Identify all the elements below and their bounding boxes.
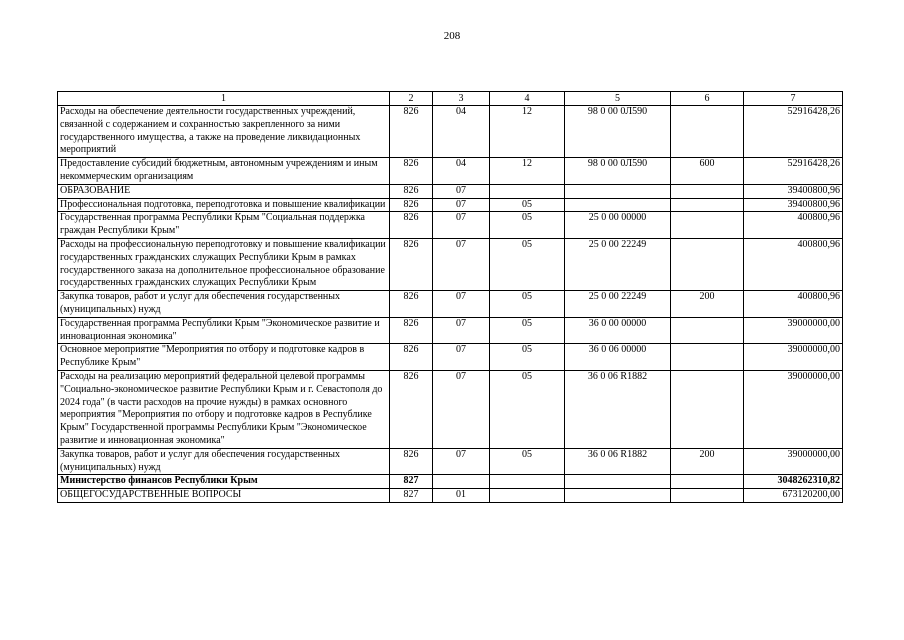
row-col3-cell: 07 [433, 198, 490, 212]
row-col5-cell: 36 0 00 00000 [565, 317, 671, 344]
header-col-7: 7 [744, 92, 843, 106]
row-col5-cell: 36 0 06 R1882 [565, 448, 671, 475]
row-col4-cell [490, 489, 565, 503]
row-name-cell: Основное мероприятие "Мероприятия по отбору и подготовке кадров в Республике Крым" [58, 344, 390, 371]
row-col3-cell: 07 [433, 344, 490, 371]
row-col5-cell: 25 0 00 22249 [565, 238, 671, 290]
row-col6-cell [671, 489, 744, 503]
row-name-cell: Расходы на обеспечение деятельности государственных учреждений, связанной с содержанием и сохранностью закрепленного за ними государственного имущества, а также на проведение ликвидационных мероприятий [58, 106, 390, 158]
row-col4-cell: 05 [490, 370, 565, 448]
row-col6-cell [671, 475, 744, 489]
header-col-5: 5 [565, 92, 671, 106]
row-col3-cell: 04 [433, 158, 490, 185]
row-col3-cell: 07 [433, 212, 490, 239]
row-name-cell: ОБРАЗОВАНИЕ [58, 184, 390, 198]
table-row [58, 212, 843, 239]
row-col3-cell: 07 [433, 370, 490, 448]
table-row [58, 317, 843, 344]
table-row [58, 370, 843, 448]
table-row [58, 106, 843, 158]
table-row [58, 475, 843, 489]
row-col4-cell: 05 [490, 291, 565, 318]
row-amount-cell: 39000000,00 [744, 317, 843, 344]
row-col4-cell: 05 [490, 344, 565, 371]
row-amount-cell: 52916428,26 [744, 158, 843, 185]
row-col6-cell: 600 [671, 158, 744, 185]
row-col3-cell: 07 [433, 317, 490, 344]
row-col4-cell: 05 [490, 198, 565, 212]
row-col6-cell [671, 212, 744, 239]
row-col6-cell [671, 198, 744, 212]
row-amount-cell: 673120200,00 [744, 489, 843, 503]
row-amount-cell: 400800,96 [744, 212, 843, 239]
page-number: 208 [443, 30, 461, 42]
row-col6-cell [671, 184, 744, 198]
row-name-cell: Расходы на профессиональную переподготовку и повышение квалификации государственных гражданских служащих Республики Крым в рамках государственного заказа на дополнительное профессиональное образование государственных гражданских служащих Республики Крым [58, 238, 390, 290]
row-col4-cell: 05 [490, 212, 565, 239]
row-col4-cell: 05 [490, 317, 565, 344]
row-amount-cell: 3048262310,82 [744, 475, 843, 489]
row-amount-cell: 39000000,00 [744, 344, 843, 371]
row-col2-cell: 826 [390, 291, 433, 318]
row-col6-cell [671, 238, 744, 290]
row-col2-cell: 826 [390, 198, 433, 212]
row-name-cell: Министерство финансов Республики Крым [58, 475, 390, 489]
row-col6-cell [671, 344, 744, 371]
row-col2-cell: 826 [390, 212, 433, 239]
table-row [58, 344, 843, 371]
header-col-3: 3 [433, 92, 490, 106]
row-col3-cell: 07 [433, 291, 490, 318]
row-col2-cell: 826 [390, 158, 433, 185]
row-name-cell: Государственная программа Республики Крым "Экономическое развитие и инновационная экономика" [58, 317, 390, 344]
table-row [58, 184, 843, 198]
row-col5-cell: 25 0 00 22249 [565, 291, 671, 318]
row-amount-cell: 52916428,26 [744, 106, 843, 158]
table-row [58, 198, 843, 212]
row-name-cell: Профессиональная подготовка, переподготовка и повышение квалификации [58, 198, 390, 212]
row-col2-cell: 827 [390, 475, 433, 489]
header-row [58, 92, 843, 106]
row-col4-cell: 12 [490, 106, 565, 158]
row-col5-cell: 36 0 06 00000 [565, 344, 671, 371]
row-col2-cell: 826 [390, 344, 433, 371]
row-col4-cell: 05 [490, 448, 565, 475]
row-name-cell: ОБЩЕГОСУДАРСТВЕННЫЕ ВОПРОСЫ [58, 489, 390, 503]
header-col-2: 2 [390, 92, 433, 106]
row-col6-cell: 200 [671, 448, 744, 475]
row-name-cell: Предоставление субсидий бюджетным, автономным учреждениям и иным некоммерческим организациям [58, 158, 390, 185]
row-col5-cell: 98 0 00 0Л590 [565, 158, 671, 185]
row-col6-cell: 200 [671, 291, 744, 318]
row-name-cell: Расходы на реализацию мероприятий федеральной целевой программы "Социально-экономическое развитие Республики Крым и г. Севастополя до 2024 года" (в части расходов на прочие нужды) в рамках основного мероприятия "Мероприятия по отбору и подготовке кадров в Республике Крым" Государственной программы Республики Крым "Экономическое развитие и инновационная экономика" [58, 370, 390, 448]
row-col2-cell: 826 [390, 370, 433, 448]
table-body [58, 106, 843, 503]
row-col4-cell: 05 [490, 238, 565, 290]
budget-table [57, 91, 843, 503]
row-col2-cell: 826 [390, 238, 433, 290]
row-amount-cell: 400800,96 [744, 238, 843, 290]
table-row [58, 158, 843, 185]
row-col4-cell [490, 475, 565, 489]
row-amount-cell: 39400800,96 [744, 198, 843, 212]
row-name-cell: Закупка товаров, работ и услуг для обеспечения государственных (муниципальных) нужд [58, 291, 390, 318]
row-amount-cell: 39400800,96 [744, 184, 843, 198]
row-col3-cell: 04 [433, 106, 490, 158]
row-name-cell: Закупка товаров, работ и услуг для обеспечения государственных (муниципальных) нужд [58, 448, 390, 475]
row-col3-cell: 07 [433, 448, 490, 475]
row-col5-cell [565, 198, 671, 212]
row-col5-cell: 25 0 00 00000 [565, 212, 671, 239]
row-col5-cell [565, 184, 671, 198]
row-col2-cell: 826 [390, 106, 433, 158]
row-col6-cell [671, 317, 744, 344]
header-col-6: 6 [671, 92, 744, 106]
row-amount-cell: 39000000,00 [744, 448, 843, 475]
table-row [58, 238, 843, 290]
row-col5-cell: 98 0 00 0Л590 [565, 106, 671, 158]
row-amount-cell: 39000000,00 [744, 370, 843, 448]
row-col6-cell [671, 370, 744, 448]
table-row [58, 448, 843, 475]
header-col-1: 1 [58, 92, 390, 106]
row-col2-cell: 827 [390, 489, 433, 503]
row-col5-cell: 36 0 06 R1882 [565, 370, 671, 448]
row-col5-cell [565, 475, 671, 489]
row-col3-cell: 01 [433, 489, 490, 503]
row-col2-cell: 826 [390, 448, 433, 475]
row-amount-cell: 400800,96 [744, 291, 843, 318]
row-col3-cell: 07 [433, 184, 490, 198]
row-col3-cell [433, 475, 490, 489]
table-row [58, 291, 843, 318]
header-col-4: 4 [490, 92, 565, 106]
row-col2-cell: 826 [390, 317, 433, 344]
row-name-cell: Государственная программа Республики Крым "Социальная поддержка граждан Республики Крым" [58, 212, 390, 239]
row-col6-cell [671, 106, 744, 158]
row-col3-cell: 07 [433, 238, 490, 290]
row-col4-cell: 12 [490, 158, 565, 185]
table-row [58, 489, 843, 503]
row-col2-cell: 826 [390, 184, 433, 198]
row-col5-cell [565, 489, 671, 503]
row-col4-cell [490, 184, 565, 198]
